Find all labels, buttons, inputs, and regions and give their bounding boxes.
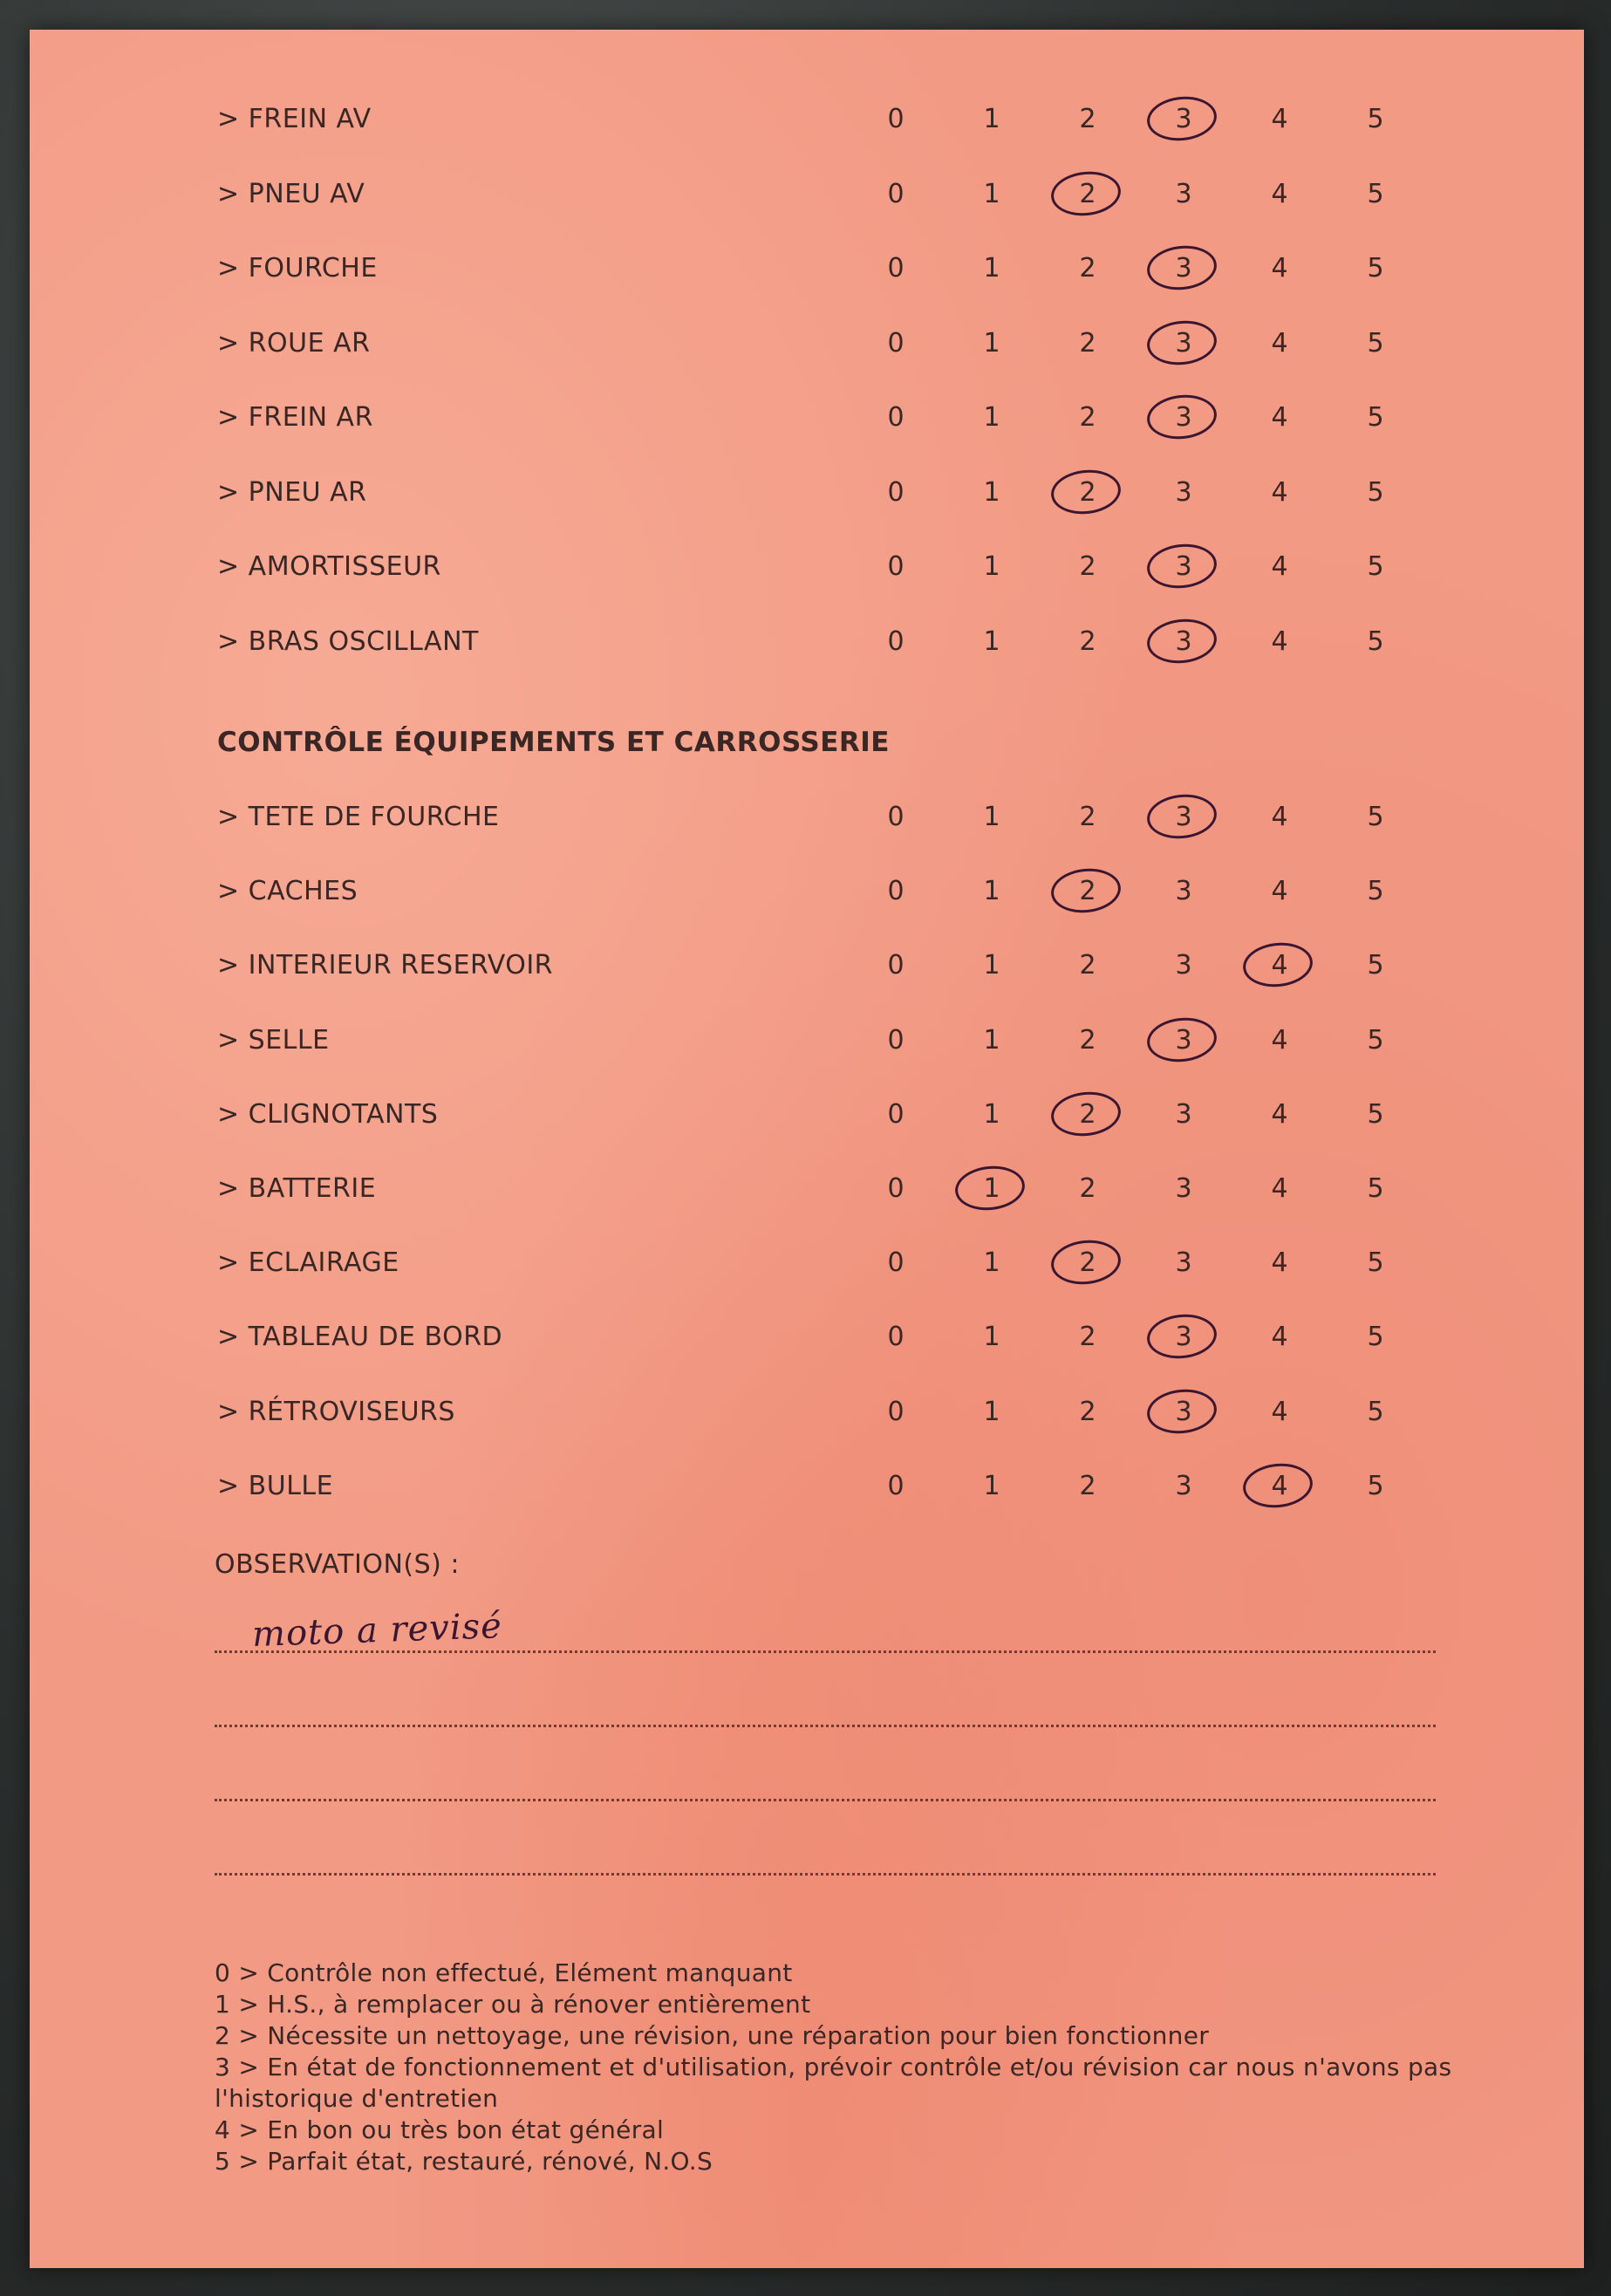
rating-row: [30, 243, 1584, 295]
score-option-selected[interactable]: 3: [1157, 243, 1210, 295]
score-option[interactable]: 4: [1271, 402, 1288, 433]
rating-row-label: > ROUE AR: [217, 327, 371, 359]
score-option[interactable]: 3: [1175, 178, 1192, 209]
rating-row-label: > SELLE: [217, 1024, 330, 1056]
score-option[interactable]: 5: [1367, 327, 1384, 359]
score-option[interactable]: 2: [1079, 551, 1096, 582]
score-option[interactable]: 1: [983, 950, 1000, 981]
score-option[interactable]: 5: [1367, 950, 1384, 981]
score-option[interactable]: 0: [887, 876, 904, 907]
score-option[interactable]: 2: [1079, 1322, 1096, 1353]
score-option[interactable]: 4: [1271, 876, 1288, 907]
score-option[interactable]: 1: [983, 625, 1000, 657]
score-option[interactable]: 2: [1079, 327, 1096, 359]
rating-row-label: > FREIN AR: [217, 402, 373, 433]
rating-row: [30, 93, 1584, 146]
score-option[interactable]: 5: [1367, 1098, 1384, 1130]
handwritten-note: moto a revisé: [251, 1606, 503, 1655]
rating-row: [30, 318, 1584, 370]
rating-row: [30, 940, 1584, 992]
legend-item-5: 5 > Parfait état, restauré, rénové, N.O.S: [215, 2147, 713, 2176]
score-option[interactable]: 1: [983, 1247, 1000, 1279]
score-option[interactable]: 2: [1079, 1396, 1096, 1427]
score-option[interactable]: 0: [887, 178, 904, 209]
score-option[interactable]: 1: [983, 876, 1000, 907]
score-option[interactable]: 3: [1175, 876, 1192, 907]
score-option[interactable]: 0: [887, 1247, 904, 1279]
score-option[interactable]: 0: [887, 104, 904, 134]
score-option[interactable]: 5: [1367, 178, 1384, 209]
score-option[interactable]: 3: [1175, 950, 1192, 981]
observation-line-1: [215, 1650, 1436, 1653]
score-option-selected[interactable]: 3: [1157, 791, 1210, 844]
score-option[interactable]: 5: [1367, 1247, 1384, 1279]
score-option[interactable]: 0: [887, 1322, 904, 1353]
score-option[interactable]: 5: [1367, 1322, 1384, 1353]
score-option[interactable]: 1: [983, 551, 1000, 582]
rating-row-label: > INTERIEUR RESERVOIR: [217, 950, 554, 981]
score-option-selected[interactable]: 2: [1061, 1089, 1114, 1141]
score-option[interactable]: 4: [1271, 178, 1288, 209]
score-option[interactable]: 1: [983, 1322, 1000, 1353]
score-option[interactable]: 1: [983, 253, 1000, 284]
score-option[interactable]: 0: [887, 402, 904, 433]
legend-item-4: 4 > En bon ou très bon état général: [215, 2115, 665, 2144]
score-option[interactable]: 0: [887, 1396, 904, 1427]
score-option[interactable]: 3: [1175, 1247, 1192, 1279]
observation-line-3: [215, 1799, 1436, 1801]
score-option[interactable]: 1: [983, 327, 1000, 359]
score-option[interactable]: 5: [1367, 802, 1384, 832]
rating-row-label: > RÉTROVISEURS: [217, 1396, 455, 1427]
score-option-selected[interactable]: 3: [1157, 392, 1210, 444]
score-option[interactable]: 1: [983, 402, 1000, 433]
score-option[interactable]: 1: [983, 1470, 1000, 1501]
legend-item-1: 1 > H.S., à remplacer ou à rénover entièrement: [215, 1990, 811, 2019]
score-option[interactable]: 4: [1271, 1173, 1288, 1204]
score-option[interactable]: 4: [1271, 802, 1288, 832]
score-option[interactable]: 4: [1271, 625, 1288, 657]
legend-item-2: 2 > Nécessite un nettoyage, une révision, une réparation pour bien fonctionner: [215, 2021, 1210, 2050]
inspection-sheet: [30, 30, 1584, 2268]
rating-row-label: > CLIGNOTANTS: [217, 1098, 439, 1130]
rating-row-label: > TETE DE FOURCHE: [217, 802, 500, 832]
rating-row: [30, 1386, 1584, 1438]
score-option-selected[interactable]: 1: [966, 1163, 1018, 1215]
score-option[interactable]: 2: [1079, 253, 1096, 284]
score-option[interactable]: 4: [1271, 1024, 1288, 1056]
legend-item-0: 0 > Contrôle non effectué, Elément manquant: [215, 1958, 793, 1987]
rating-row-label: > FOURCHE: [217, 253, 378, 284]
score-option[interactable]: 1: [983, 1024, 1000, 1056]
rating-row: [30, 467, 1584, 519]
rating-row-label: > FREIN AV: [217, 104, 372, 134]
rating-row-label: > AMORTISSEUR: [217, 551, 441, 582]
score-option[interactable]: 0: [887, 1024, 904, 1056]
rating-row: [30, 616, 1584, 668]
score-option-selected[interactable]: 3: [1157, 93, 1210, 146]
score-option[interactable]: 1: [983, 104, 1000, 134]
score-option[interactable]: 2: [1079, 1470, 1096, 1501]
rating-row-label: > ECLAIRAGE: [217, 1247, 399, 1279]
observations-title: OBSERVATION(S) :: [215, 1549, 460, 1580]
rating-row: [30, 1015, 1584, 1067]
score-option[interactable]: 2: [1079, 1173, 1096, 1204]
rating-row: [30, 1460, 1584, 1513]
score-option[interactable]: 2: [1079, 950, 1096, 981]
section-heading: CONTRÔLE ÉQUIPEMENTS ET CARROSSERIE: [217, 727, 890, 758]
score-option[interactable]: 0: [887, 802, 904, 832]
rating-row: [30, 1311, 1584, 1363]
score-option[interactable]: 3: [1175, 476, 1192, 508]
score-option[interactable]: 5: [1367, 1173, 1384, 1204]
score-option-selected[interactable]: 3: [1157, 1386, 1210, 1438]
score-option-selected[interactable]: 3: [1157, 616, 1210, 668]
rating-row: [30, 1089, 1584, 1141]
score-option-selected[interactable]: 3: [1157, 318, 1210, 370]
score-option[interactable]: 1: [983, 476, 1000, 508]
score-option[interactable]: 0: [887, 1173, 904, 1204]
score-option[interactable]: 0: [887, 551, 904, 582]
score-option[interactable]: 4: [1271, 1098, 1288, 1130]
score-option[interactable]: 4: [1271, 551, 1288, 582]
rating-row-label: > BRAS OSCILLANT: [217, 625, 479, 657]
observation-line-2: [215, 1725, 1436, 1727]
score-option[interactable]: 0: [887, 476, 904, 508]
score-option-selected[interactable]: 2: [1061, 1237, 1114, 1289]
score-option[interactable]: 5: [1367, 876, 1384, 907]
score-option[interactable]: 2: [1079, 802, 1096, 832]
score-option[interactable]: 4: [1271, 1396, 1288, 1427]
rating-row: [30, 791, 1584, 844]
score-option[interactable]: 4: [1271, 104, 1288, 134]
score-option-selected[interactable]: 3: [1157, 1015, 1210, 1067]
score-option[interactable]: 0: [887, 950, 904, 981]
score-option[interactable]: 1: [983, 1396, 1000, 1427]
score-option[interactable]: 4: [1271, 1247, 1288, 1279]
score-option[interactable]: 4: [1271, 253, 1288, 284]
score-option[interactable]: 2: [1079, 104, 1096, 134]
rating-row-label: > PNEU AR: [217, 476, 367, 508]
score-option[interactable]: 5: [1367, 402, 1384, 433]
score-option[interactable]: 5: [1367, 1024, 1384, 1056]
score-option[interactable]: 4: [1271, 1322, 1288, 1353]
rating-row: [30, 392, 1584, 444]
rating-row: [30, 1163, 1584, 1215]
score-option[interactable]: 1: [983, 178, 1000, 209]
score-option[interactable]: 3: [1175, 1173, 1192, 1204]
rating-row-label: > PNEU AV: [217, 178, 365, 209]
score-option[interactable]: 5: [1367, 104, 1384, 134]
score-option[interactable]: 2: [1079, 1024, 1096, 1056]
rating-row: [30, 168, 1584, 221]
score-option[interactable]: 3: [1175, 1470, 1192, 1501]
score-option[interactable]: 5: [1367, 625, 1384, 657]
score-option[interactable]: 0: [887, 1098, 904, 1130]
rating-row: [30, 1237, 1584, 1289]
score-option[interactable]: 0: [887, 625, 904, 657]
score-option-selected[interactable]: 4: [1253, 1460, 1306, 1513]
score-option[interactable]: 5: [1367, 253, 1384, 284]
score-option-selected[interactable]: 3: [1157, 1311, 1210, 1363]
score-option[interactable]: 4: [1271, 476, 1288, 508]
score-option[interactable]: 2: [1079, 625, 1096, 657]
rating-row: [30, 865, 1584, 918]
score-option[interactable]: 3: [1175, 1098, 1192, 1130]
score-option[interactable]: 0: [887, 1470, 904, 1501]
rating-row-label: > BATTERIE: [217, 1173, 377, 1204]
observation-line-4: [215, 1873, 1436, 1876]
legend-item-3: 3 > En état de fonctionnement et d'utilisation, prévoir contrôle et/ou révision car nous n'avons pas l'historique d'entretien: [215, 2053, 1452, 2113]
score-option[interactable]: 5: [1367, 1396, 1384, 1427]
rating-row-label: > BULLE: [217, 1470, 334, 1501]
score-option[interactable]: 1: [983, 1098, 1000, 1130]
score-option-selected[interactable]: 2: [1061, 467, 1114, 519]
score-option-selected[interactable]: 4: [1253, 940, 1306, 992]
score-option-selected[interactable]: 3: [1157, 541, 1210, 593]
score-option-selected[interactable]: 2: [1061, 168, 1114, 221]
score-option[interactable]: 4: [1271, 327, 1288, 359]
rating-row-label: > CACHES: [217, 876, 358, 907]
score-option[interactable]: 1: [983, 802, 1000, 832]
rating-legend: [215, 1958, 1453, 2177]
rating-row: [30, 541, 1584, 593]
score-option-selected[interactable]: 2: [1061, 865, 1114, 918]
rating-row-label: > TABLEAU DE BORD: [217, 1322, 503, 1353]
score-option[interactable]: 0: [887, 253, 904, 284]
score-option[interactable]: 5: [1367, 476, 1384, 508]
score-option[interactable]: 5: [1367, 1470, 1384, 1501]
score-option[interactable]: 5: [1367, 551, 1384, 582]
score-option[interactable]: 0: [887, 327, 904, 359]
score-option[interactable]: 2: [1079, 402, 1096, 433]
